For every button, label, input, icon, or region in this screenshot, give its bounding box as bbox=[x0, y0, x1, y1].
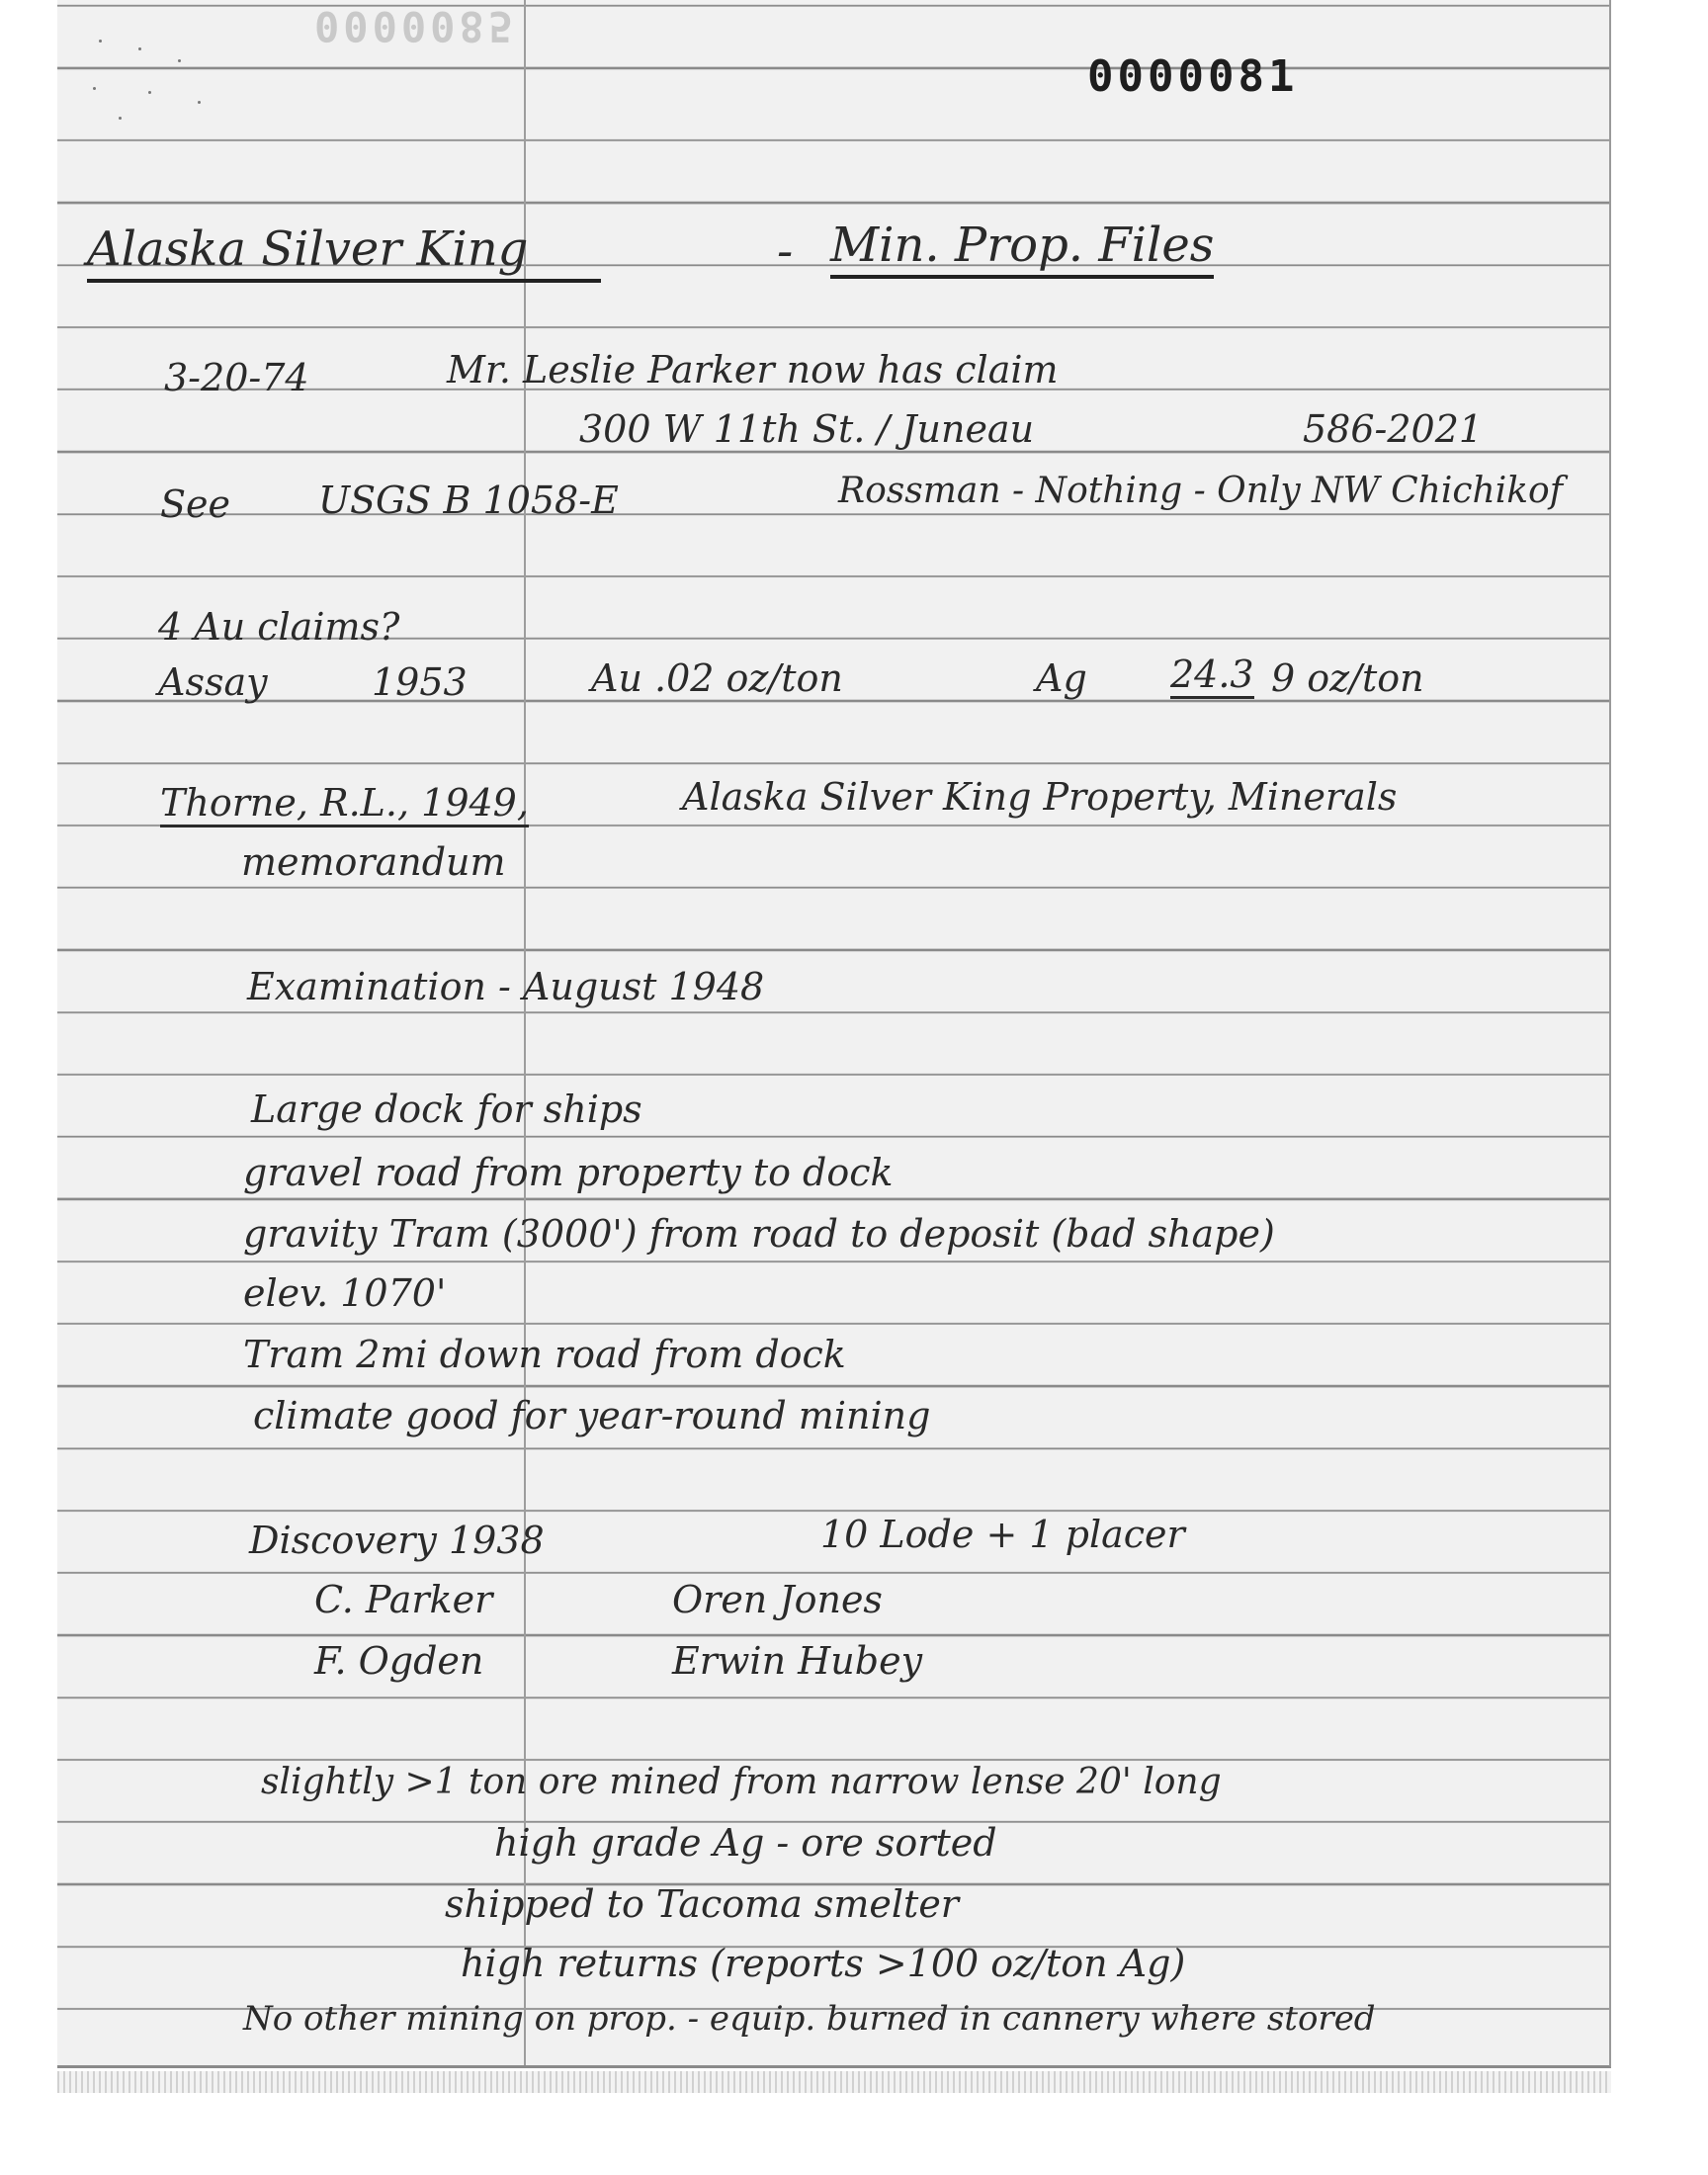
note-climate: climate good for year-round mining bbox=[253, 1394, 931, 1437]
heading-file-name: Min. Prop. Files bbox=[830, 218, 1214, 279]
scan-edge-noise bbox=[57, 2071, 1611, 2093]
note-au-claims: 4 Au claims? bbox=[158, 605, 400, 649]
reference-title: Alaska Silver King Property, Minerals bbox=[682, 775, 1398, 819]
note-tram-distance: Tram 2mi down road from dock bbox=[243, 1333, 846, 1376]
reference-author: Thorne, R.L., 1949, bbox=[160, 781, 529, 827]
note-discovery: Discovery 1938 bbox=[249, 1519, 545, 1562]
note-elevation: elev. 1070' bbox=[243, 1271, 447, 1315]
assay-label: Assay bbox=[158, 660, 268, 704]
assay-ag-unit: 9 oz/ton bbox=[1271, 656, 1424, 700]
note-gravel-road: gravel road from property to dock bbox=[243, 1151, 894, 1194]
note-usgs: USGS B 1058-E bbox=[318, 478, 619, 522]
note-see: See bbox=[160, 482, 231, 526]
stamp-number: 0000081 bbox=[1087, 51, 1299, 102]
note-examination: Examination - August 1948 bbox=[247, 965, 765, 1008]
note-ore-mined: slightly >1 ton ore mined from narrow lense 20' long bbox=[261, 1762, 1222, 1802]
assay-year: 1953 bbox=[372, 660, 468, 704]
reference-title-cont: memorandum bbox=[241, 840, 506, 884]
note-ore-grade: high grade Ag - ore sorted bbox=[494, 1821, 997, 1865]
note-ore-returns: high returns (reports >100 oz/ton Ag) bbox=[461, 1942, 1186, 1985]
heading-property-name: Alaska Silver King bbox=[87, 221, 601, 283]
note-address: 300 W 11th St. / Juneau bbox=[579, 407, 1035, 451]
assay-au: Au .02 oz/ton bbox=[591, 656, 843, 700]
note-gravity-tram: gravity Tram (3000') from road to deposit (bad shape) bbox=[243, 1212, 1275, 1256]
note-ore-shipped: shipped to Tacoma smelter bbox=[445, 1882, 959, 1926]
note-rossman: Rossman - Nothing - Only NW Chichikof bbox=[838, 471, 1564, 511]
discoverer-1: C. Parker bbox=[314, 1578, 493, 1621]
margin-line bbox=[524, 0, 526, 2065]
note-date: 3-20-74 bbox=[164, 356, 309, 399]
heading-dash: - bbox=[777, 223, 794, 279]
ghost-stamp-number: 0000085 bbox=[314, 2, 518, 50]
note-phone: 586-2021 bbox=[1303, 407, 1484, 451]
note-claim: Mr. Leslie Parker now has claim bbox=[447, 348, 1059, 392]
discoverer-4: Erwin Hubey bbox=[672, 1639, 923, 1683]
discoverer-2: Oren Jones bbox=[672, 1578, 883, 1621]
scan-specks bbox=[79, 30, 227, 138]
notebook-page bbox=[57, 0, 1611, 2068]
assay-ag-label: Ag bbox=[1036, 656, 1087, 700]
assay-ag-value: 24.3 bbox=[1170, 652, 1254, 699]
note-lodes: 10 Lode + 1 placer bbox=[820, 1513, 1185, 1556]
note-dock: Large dock for ships bbox=[251, 1088, 642, 1131]
note-no-other-mining: No other mining on prop. - equip. burned in cannery where stored bbox=[243, 1999, 1376, 2039]
discoverer-3: F. Ogden bbox=[314, 1639, 484, 1683]
